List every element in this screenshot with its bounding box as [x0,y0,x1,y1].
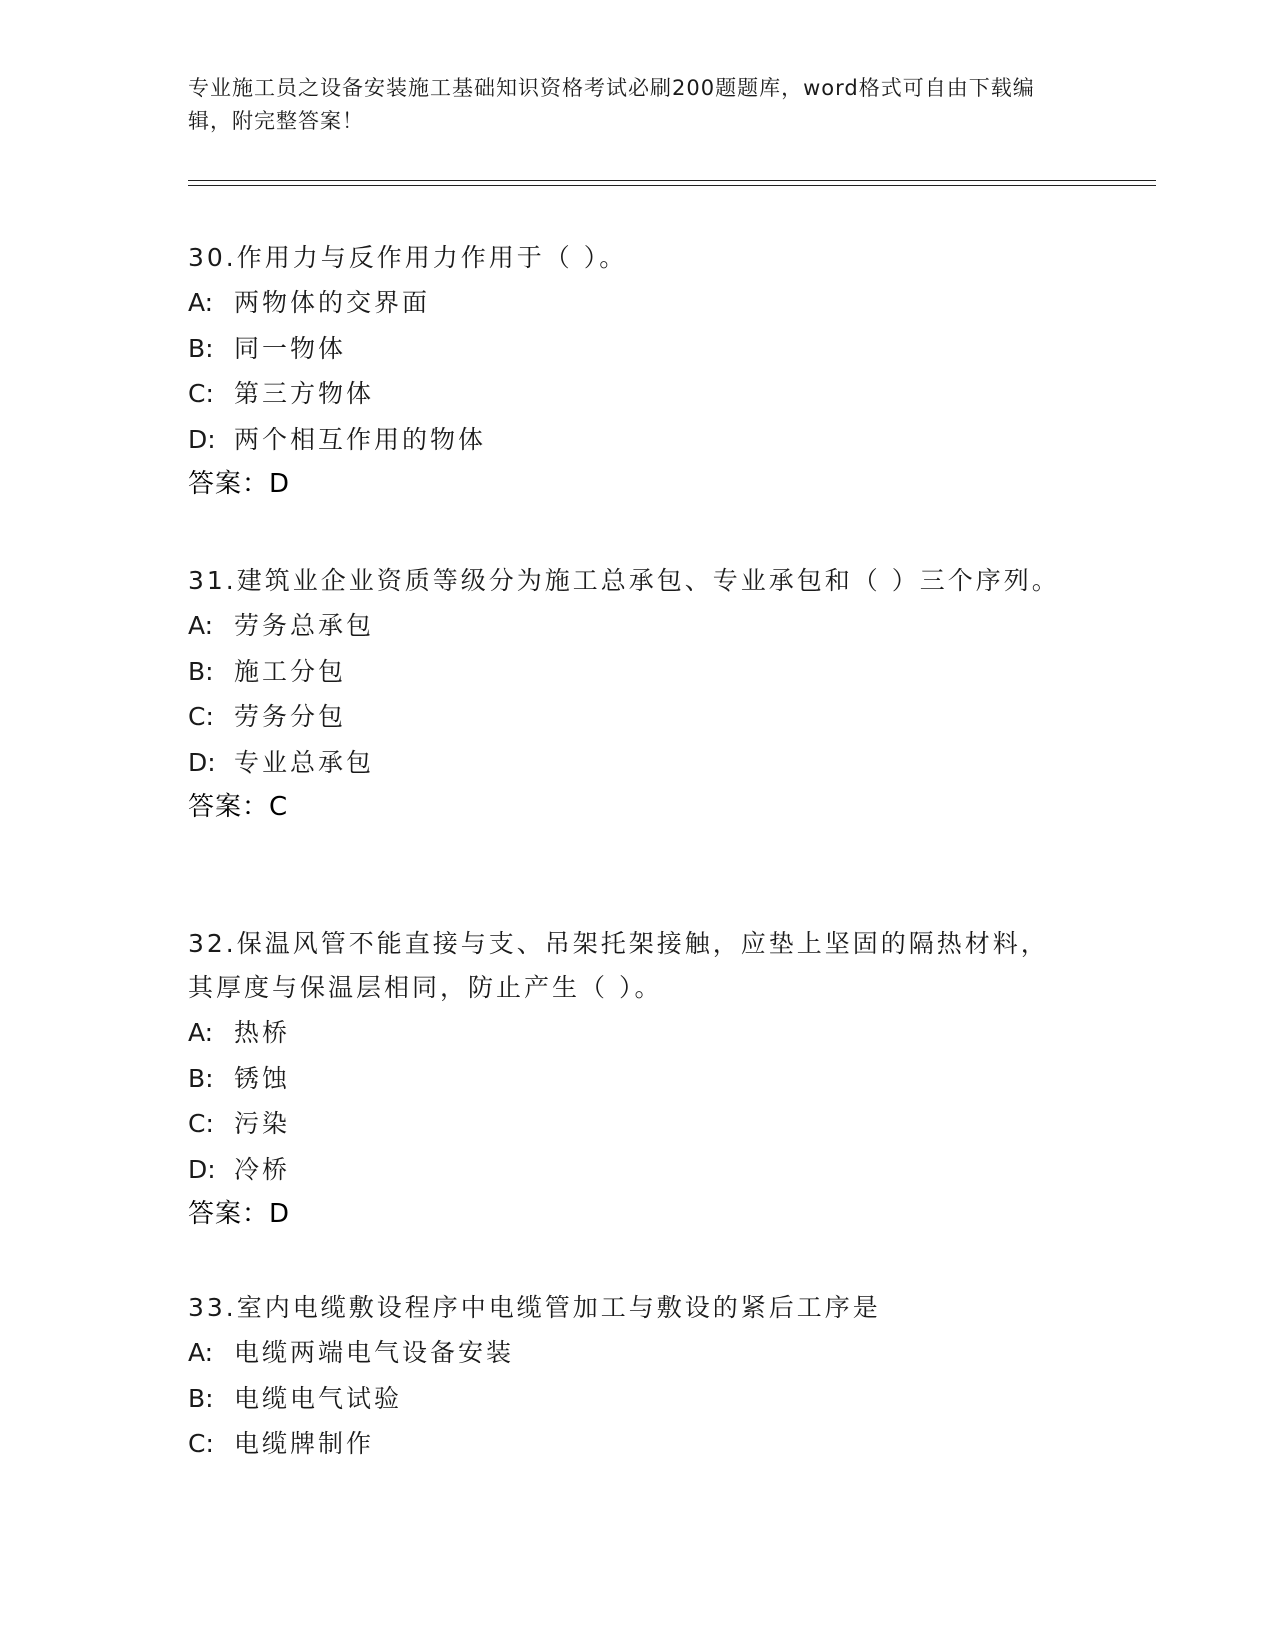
option-text: 污染 [234,1109,291,1138]
document-header: 专业施工员之设备安装施工基础知识资格考试必刷200题题库，word格式可自由下载编辑，附完整答案！ [188,76,1035,133]
option-text: 同一物体 [234,333,347,363]
option-key: C: [188,1109,214,1138]
option-text: 电缆电气试验 [234,1383,403,1413]
option-b [188,1376,1068,1422]
option-text: 第三方物体 [234,379,375,408]
option-a [188,603,1068,649]
option-text: 电缆两端电气设备安装 [234,1338,515,1367]
question-stem: 32.保温风管不能直接与支、吊架托架接触，应垫上坚固的隔热材料，其厚度与保温层相同，防止产生（ ）。 [188,929,1049,1002]
option-key: B: [188,333,214,363]
option-key: A: [188,1338,214,1367]
option-text: 热桥 [234,1018,291,1047]
option-text: 电缆牌制作 [234,1429,375,1458]
option-b [188,649,1068,695]
question-32 [188,922,1068,1237]
option-c [188,1101,1068,1147]
question-30 [188,236,1068,507]
question-31 [188,559,1068,830]
option-text: 两个相互作用的物体 [234,424,487,454]
option-c [188,1421,1068,1467]
option-d [188,417,1068,463]
question-stem: 33.室内电缆敷设程序中电缆管加工与敷设的紧后工序是 [188,1293,881,1322]
option-key: C: [188,379,214,408]
option-key: A: [188,288,214,317]
header-divider-bottom [188,185,1156,186]
option-key: A: [188,1018,214,1047]
option-a [188,1330,1068,1376]
option-c [188,371,1068,417]
option-key: A: [188,611,214,640]
answer-line: 答案：D [188,469,291,499]
question-stem: 31.建筑业企业资质等级分为施工总承包、专业承包和（ ）三个序列。 [188,566,1060,595]
option-b [188,326,1068,372]
option-a [188,1010,1068,1056]
answer-line: 答案：D [188,1199,291,1229]
option-key: B: [188,656,214,686]
option-d [188,740,1068,786]
question-stem: 30.作用力与反作用力作用于（ ）。 [188,243,628,272]
option-key: D: [188,424,216,454]
option-text: 两物体的交界面 [234,288,431,317]
option-key: B: [188,1383,214,1413]
option-key: C: [188,1429,214,1458]
option-text: 专业总承包 [234,747,375,777]
option-key: C: [188,702,214,731]
option-b [188,1056,1068,1102]
option-key: D: [188,747,216,777]
option-text: 冷桥 [234,1154,291,1184]
option-a [188,280,1068,326]
answer-line: 答案：C [188,792,289,822]
option-text: 锈蚀 [234,1063,291,1093]
option-key: D: [188,1154,216,1184]
option-d [188,1147,1068,1193]
option-text: 劳务分包 [234,702,347,731]
option-text: 劳务总承包 [234,611,375,640]
option-text: 施工分包 [234,656,347,686]
question-33 [188,1286,1068,1467]
option-c [188,694,1068,740]
header-divider-top [188,180,1156,181]
option-key: B: [188,1063,214,1093]
